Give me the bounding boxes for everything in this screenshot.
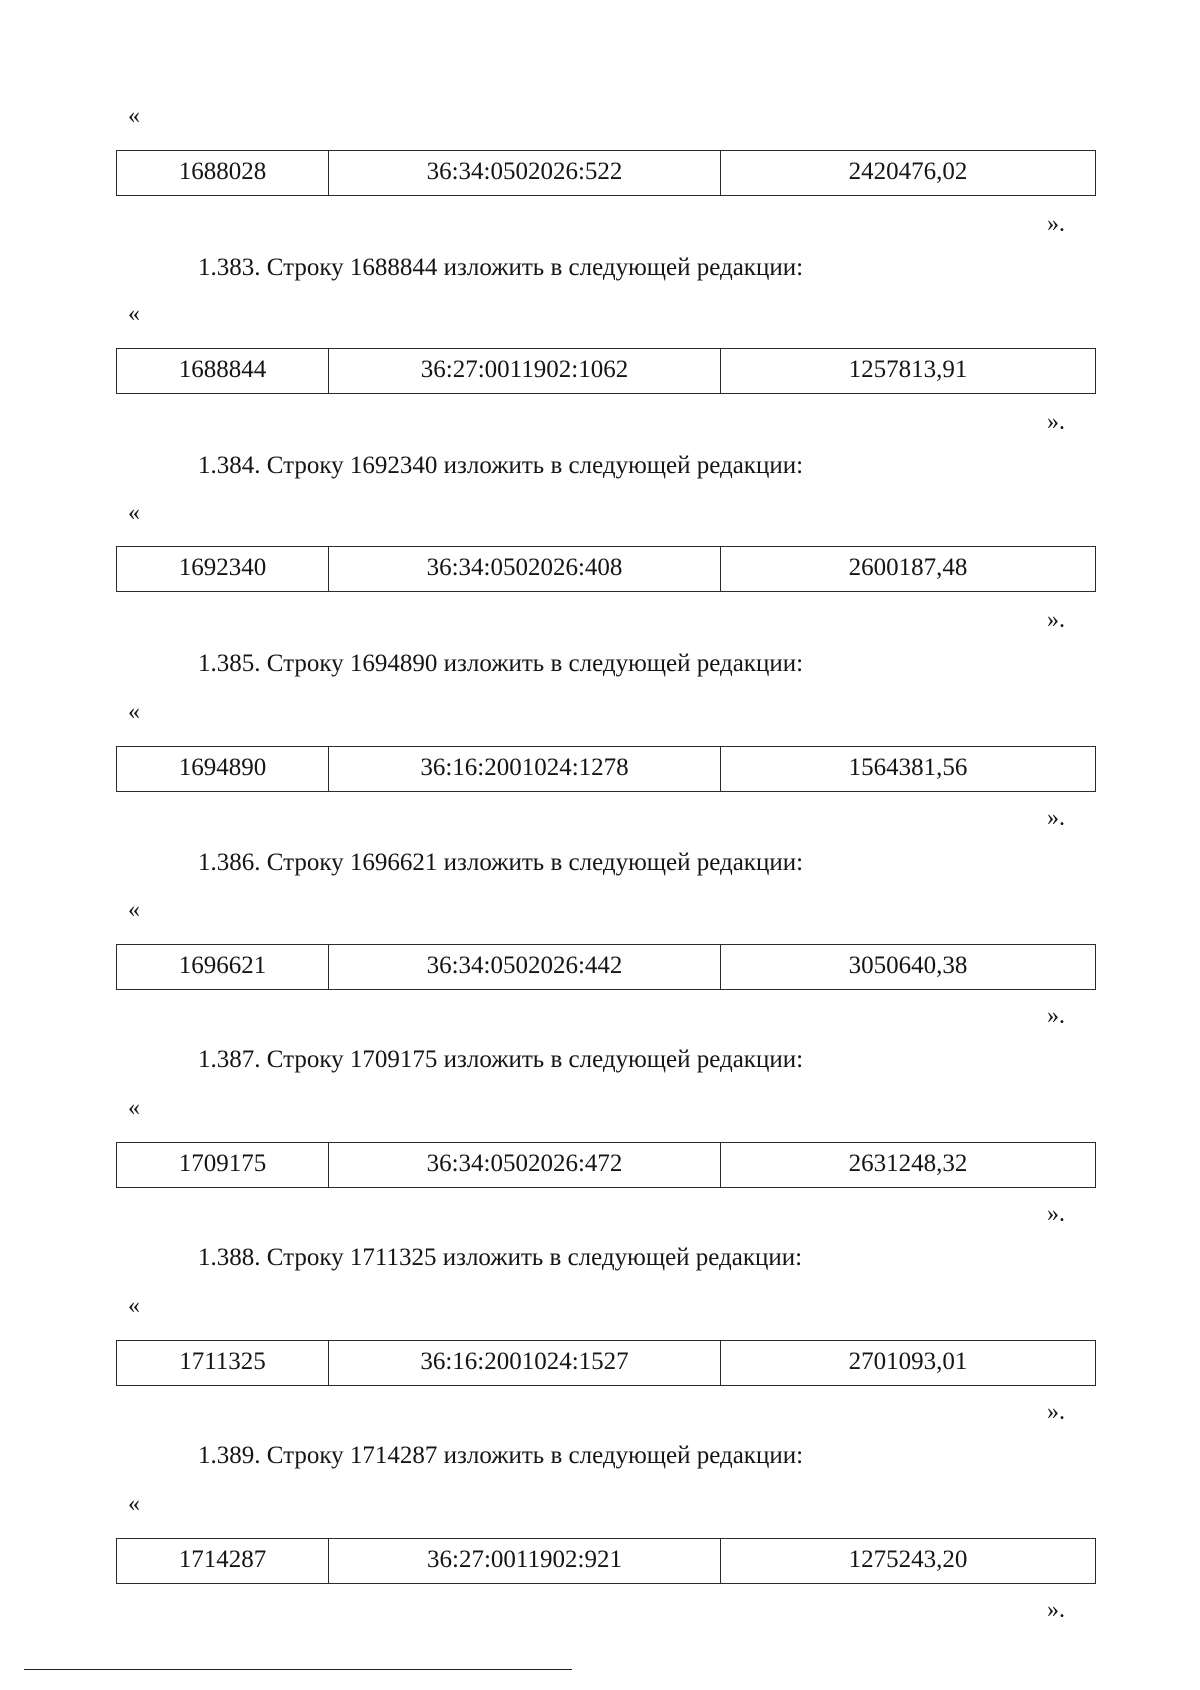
opening-quote: « <box>128 301 140 327</box>
value-cell: 3050640,38 <box>848 952 968 979</box>
table-row <box>116 1538 1096 1584</box>
section-heading: 1.386. Строку 1696621 изложить в следующей редакции: <box>198 849 804 876</box>
section-heading: 1.385. Строку 1694890 изложить в следующей редакции: <box>198 650 804 677</box>
closing-quote: ». <box>1047 409 1065 435</box>
table-row <box>116 1340 1096 1386</box>
cadastral-number-cell: 36:34:0502026:522 <box>329 151 721 195</box>
footer-rule <box>24 1669 572 1670</box>
closing-quote: ». <box>1047 1201 1065 1227</box>
section-heading: 1.383. Строку 1688844 изложить в следующей редакции: <box>198 254 804 281</box>
opening-quote: « <box>128 1491 140 1517</box>
row-number-cell: 1692340 <box>117 547 329 591</box>
value-cell: 1275243,20 <box>848 1546 968 1573</box>
section-heading: 1.384. Строку 1692340 изложить в следующей редакции: <box>198 452 804 479</box>
opening-quote: « <box>128 1293 140 1319</box>
closing-quote: ». <box>1047 607 1065 633</box>
table-row <box>116 150 1096 196</box>
row-number-cell: 1709175 <box>117 1143 329 1187</box>
opening-quote: « <box>128 897 140 923</box>
cadastral-number-cell: 36:27:0011902:1062 <box>329 349 721 393</box>
closing-quote: ». <box>1047 1399 1065 1425</box>
row-number-cell: 1688028 <box>117 151 329 195</box>
row-number-cell: 1711325 <box>117 1341 329 1385</box>
cadastral-number-cell: 36:34:0502026:408 <box>329 547 721 591</box>
closing-quote: ». <box>1047 805 1065 831</box>
opening-quote: « <box>128 699 140 725</box>
row-number-cell: 1694890 <box>117 747 329 791</box>
value-cell: 1257813,91 <box>848 356 968 383</box>
section-heading: 1.387. Строку 1709175 изложить в следующей редакции: <box>198 1046 804 1073</box>
table-row <box>116 746 1096 792</box>
row-number-cell: 1688844 <box>117 349 329 393</box>
value-cell: 2701093,01 <box>848 1348 968 1375</box>
table-row <box>116 348 1096 394</box>
table-row <box>116 546 1096 592</box>
cadastral-number-cell: 36:16:2001024:1278 <box>329 747 721 791</box>
closing-quote: ». <box>1047 1003 1065 1029</box>
opening-quote: « <box>128 1095 140 1121</box>
opening-quote: « <box>128 500 140 526</box>
value-cell: 2420476,02 <box>848 158 968 185</box>
value-cell: 2631248,32 <box>848 1150 968 1177</box>
opening-quote: « <box>128 103 140 129</box>
section-heading: 1.388. Строку 1711325 изложить в следующей редакции: <box>198 1244 803 1271</box>
cadastral-number-cell: 36:34:0502026:442 <box>329 945 721 989</box>
cadastral-number-cell: 36:16:2001024:1527 <box>329 1341 721 1385</box>
cadastral-number-cell: 36:27:0011902:921 <box>329 1539 721 1583</box>
value-cell: 1564381,56 <box>848 754 968 781</box>
closing-quote: ». <box>1047 1597 1065 1623</box>
value-cell: 2600187,48 <box>848 554 968 581</box>
table-row <box>116 944 1096 990</box>
section-heading: 1.389. Строку 1714287 изложить в следующей редакции: <box>198 1442 804 1469</box>
table-row <box>116 1142 1096 1188</box>
cadastral-number-cell: 36:34:0502026:472 <box>329 1143 721 1187</box>
closing-quote: ». <box>1047 211 1065 237</box>
row-number-cell: 1696621 <box>117 945 329 989</box>
row-number-cell: 1714287 <box>117 1539 329 1583</box>
